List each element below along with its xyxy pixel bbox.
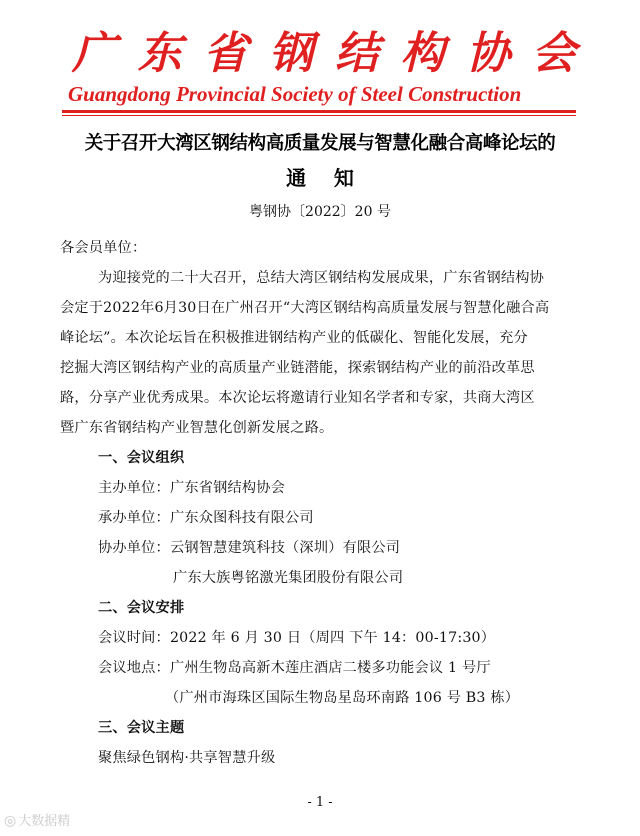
watermark-logo-icon: ◎ — [4, 813, 17, 829]
notice-title: 关于召开大湾区钢结构高质量发展与智慧化融合高峰论坛的 — [84, 133, 556, 154]
host-line: 主办单位：广东省钢结构协会 — [98, 480, 286, 496]
org-name-char: 钢 — [269, 28, 314, 79]
intro-line: 挖掘大湾区钢结构产业的高质量产业链潜能，探索钢结构产业的前沿改革思 — [60, 360, 535, 376]
meeting-time: 会议时间：2022 年 6 月 30 日（周四 下午 14：00-17:30） — [98, 630, 496, 646]
watermark — [4, 812, 70, 831]
org-name-char: 会 — [531, 28, 576, 79]
intro-line: 路，分享产业优秀成果。本次论坛将邀请行业知名学者和专家，共商大湾区 — [60, 390, 535, 406]
org-name-cn — [72, 26, 576, 82]
org-name-en: Guangdong Provincial Society of Steel Construction — [68, 82, 522, 106]
meeting-place: 会议地点：广州生物岛高新木莲庄酒店二楼多功能会议 1 号厅 — [98, 660, 491, 676]
org-name-char: 结 — [334, 28, 379, 79]
org-name-char: 广 — [72, 28, 116, 79]
org-name-char: 构 — [400, 28, 445, 79]
theme-text: 聚焦绿色钢构·共享智慧升级 — [98, 750, 276, 766]
org-name-char: 省 — [203, 28, 248, 79]
intro-line: 暨广东省钢结构产业智慧化创新发展之路。 — [60, 420, 334, 436]
section-heading: 二、会议安排 — [98, 600, 185, 616]
meeting-address: （广州市海珠区国际生物岛星岛环南路 106 号 B3 栋） — [165, 690, 520, 706]
section-heading: 三、会议主题 — [98, 720, 185, 736]
letterhead-rule-thick — [62, 110, 576, 113]
doc-number: 粤钢协〔2022〕20 号 — [249, 204, 391, 220]
organizer-line: 承办单位：广东众图科技有限公司 — [98, 510, 314, 526]
intro-line: 峰论坛”。本次论坛旨在积极推进钢结构产业的低碳化、智能化发展，充分 — [60, 330, 528, 346]
intro-line: 会定于2022年6月30日在广州召开“大湾区钢结构高质量发展与智慧化融合高 — [60, 300, 550, 316]
intro-line: 为迎接党的二十大召开，总结大湾区钢结构发展成果，广东省钢结构协 — [98, 270, 545, 286]
watermark-text: 大数据精 — [18, 814, 71, 829]
co-organizer-line: 广东大族粤铭激光集团股份有限公司 — [173, 570, 404, 586]
letterhead-rule-thin — [62, 115, 576, 116]
notice-title-word: 通 知 — [286, 166, 354, 190]
page-number: - 1 - — [307, 795, 333, 810]
org-name-char: 协 — [466, 28, 511, 79]
section-heading: 一、会议组织 — [98, 450, 185, 466]
org-name-char: 东 — [137, 28, 182, 79]
co-organizer-line: 协办单位：云钢智慧建筑科技（深圳）有限公司 — [98, 540, 401, 556]
salutation: 各会员单位： — [60, 240, 147, 256]
